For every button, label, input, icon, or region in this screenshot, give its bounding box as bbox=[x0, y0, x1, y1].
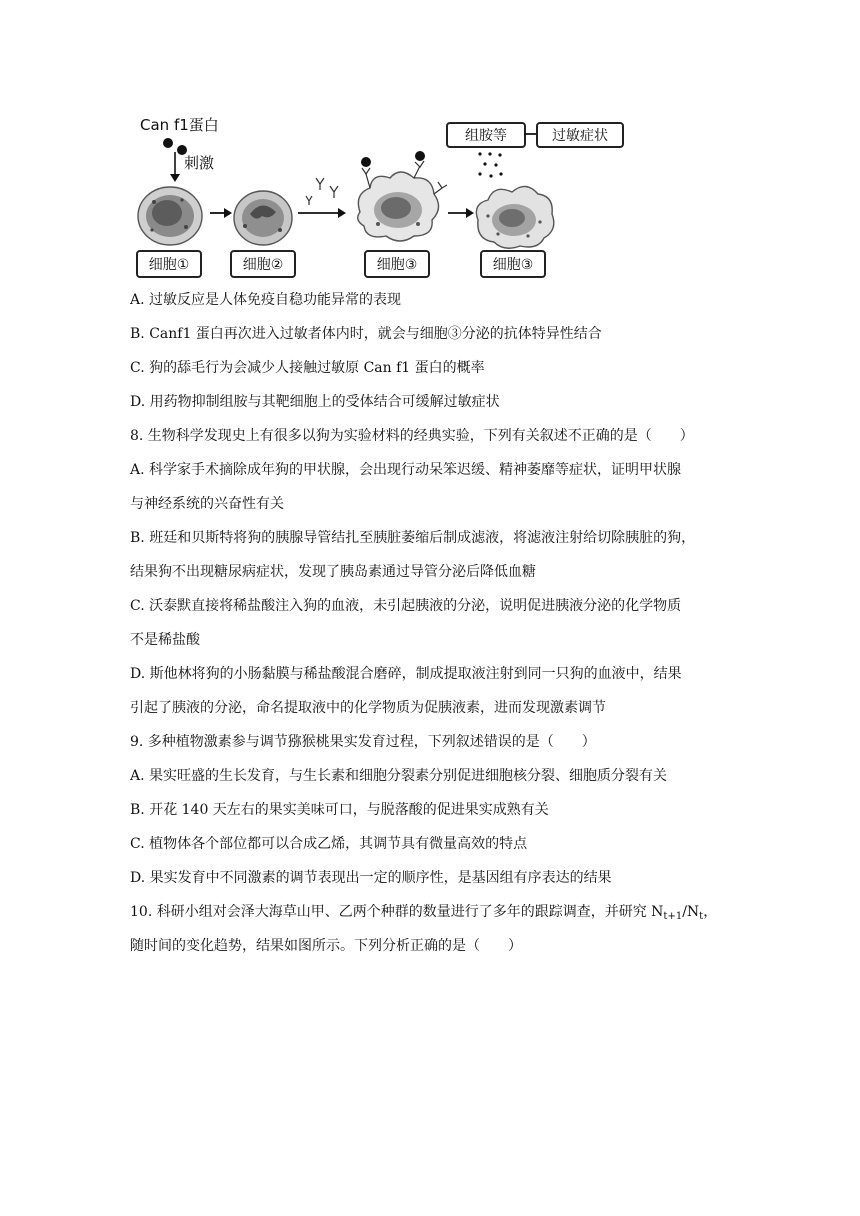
q8-option-c: C. 沃泰默直接将稀盐酸注入狗的血液，未引起胰液的分泌，说明促进胰液分泌的化学物质 bbox=[130, 598, 682, 614]
stimulus-label: 刺激 bbox=[184, 154, 215, 172]
q9-stem: 9. 多种植物激素参与调节猕猴桃果实发育过程，下列叙述错误的是（ ） bbox=[130, 734, 596, 750]
q7-option-c: C. 狗的舔毛行为会减少人接触过敏原 Can f1 蛋白的概率 bbox=[130, 360, 485, 376]
q10-subscript: t bbox=[699, 911, 704, 922]
q10-stem-text: ， bbox=[703, 904, 718, 920]
q8-stem: 8. 生物科学发现史上有很多以狗为实验材料的经典实验，下列有关叙述不正确的是（ ） bbox=[130, 428, 694, 444]
allergy-mechanism-figure bbox=[130, 110, 630, 280]
cell-1-image bbox=[134, 182, 206, 248]
cell-3-degranulating-image bbox=[468, 176, 558, 252]
cell-label: 细胞③ bbox=[480, 250, 546, 278]
allergy-symptom-box: 过敏症状 bbox=[536, 122, 624, 148]
antibody-arrow-icon bbox=[296, 172, 350, 222]
q10-stem-text: /N bbox=[682, 904, 700, 920]
q10-stem-text: 10. 科研小组对会泽大海草山甲、乙两个种群的数量进行了多年的跟踪调查，并研究 N bbox=[130, 904, 664, 920]
q8-option-c-cont: 不是稀盐酸 bbox=[130, 632, 200, 648]
antigen-label: Can f1蛋白 bbox=[140, 116, 219, 134]
q7-option-a: A. 过敏反应是人体免疫自稳功能异常的表现 bbox=[130, 292, 402, 308]
cell-3-image bbox=[348, 150, 448, 250]
q10-subscript: t+1 bbox=[663, 911, 683, 922]
histamine-box: 组胺等 bbox=[446, 122, 526, 148]
cell-label: 细胞③ bbox=[364, 250, 430, 278]
q9-option-c: C. 植物体各个部位都可以合成乙烯，其调节具有微量高效的特点 bbox=[130, 836, 528, 852]
q9-option-d: D. 果实发育中不同激素的调节表现出一定的顺序性，是基因组有序表达的结果 bbox=[130, 870, 612, 886]
q8-option-d-cont: 引起了胰液的分泌，命名提取液中的化学物质为促胰液素，进而发现激素调节 bbox=[130, 700, 606, 716]
q7-option-b: B. Canf1 蛋白再次进入过敏者体内时，就会与细胞③分泌的抗体特异性结合 bbox=[130, 326, 602, 342]
q10-stem-line1 bbox=[130, 902, 717, 927]
q9-option-a: A. 果实旺盛的生长发育，与生长素和细胞分裂素分别促进细胞核分裂、细胞质分裂有关 bbox=[130, 768, 668, 784]
q8-option-a-cont: 与神经系统的兴奋性有关 bbox=[130, 496, 284, 512]
cell-label: 细胞① bbox=[136, 250, 202, 278]
stimulus-arrow-icon bbox=[168, 142, 182, 182]
q9-option-b: B. 开花 140 天左右的果实美味可口，与脱落酸的促进果实成熟有关 bbox=[130, 802, 549, 818]
q7-option-d: D. 用药物抑制组胺与其靶细胞上的受体结合可缓解过敏症状 bbox=[130, 394, 500, 410]
arrow-icon bbox=[210, 206, 232, 220]
q8-option-a: A. 科学家手术摘除成年狗的甲状腺，会出现行动呆笨迟缓、精神萎靡等症状，证明甲状腺 bbox=[130, 462, 682, 478]
q8-option-b: B. 班廷和贝斯特将狗的胰腺导管结扎至胰脏萎缩后制成滤液，将滤液注射给切除胰脏的狗， bbox=[130, 530, 696, 546]
cell-label: 细胞② bbox=[230, 250, 296, 278]
q8-option-d: D. 斯他林将狗的小肠黏膜与稀盐酸混合磨碎，制成提取液注射到同一只狗的血液中，结果 bbox=[130, 666, 682, 682]
q8-option-b-cont: 结果狗不出现糖尿病症状，发现了胰岛素通过导管分泌后降低血糖 bbox=[130, 564, 536, 580]
q10-stem-line2: 随时间的变化趋势，结果如图所示。下列分析正确的是（ ） bbox=[130, 938, 522, 954]
cell-2-image bbox=[230, 186, 296, 248]
